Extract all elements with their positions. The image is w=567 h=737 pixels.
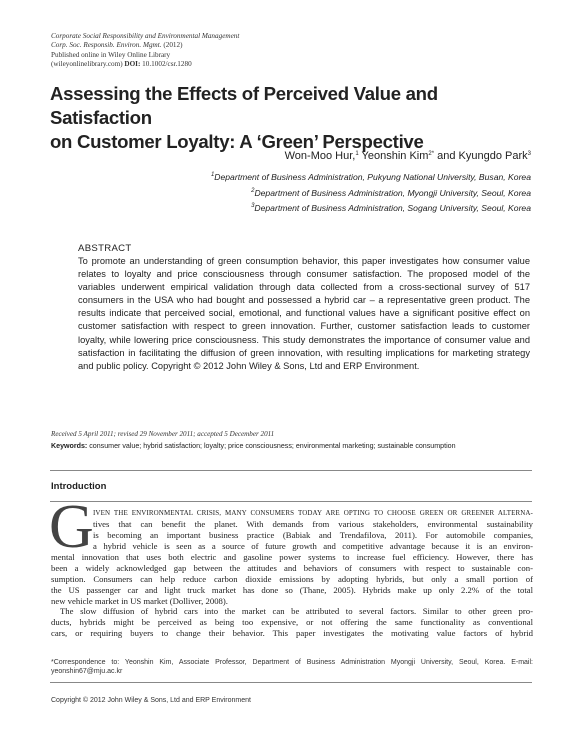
divider-section — [50, 501, 532, 502]
intro-line: new vehicle market in US market (Dolliver, 2008). — [51, 595, 228, 606]
affiliation-3 — [211, 201, 531, 217]
intro-line: the US passenger car and light truck market has done so (Thane, 2005). Hybrids make up only 2.2% of the total — [51, 584, 533, 595]
affiliation-1-text: Department of Business Administration, Pukyung National University, Busan, Korea — [214, 172, 531, 182]
divider-bottom — [50, 682, 532, 683]
section-heading: Introduction — [51, 481, 107, 492]
keywords-text: consumer value; hybrid satisfaction; loyalty; price consciousness; environmental marketing; sustainable consumption — [87, 442, 456, 450]
keywords-label: Keywords: — [51, 442, 88, 450]
affiliation-1-sup: 1 — [210, 172, 215, 178]
intro-line: The slow diffusion of hybrid cars into the market can be attributed to several factors. Similar to other green pro- — [60, 606, 533, 617]
author-3: and Kyungdo Park — [434, 150, 528, 162]
journal-citation — [51, 41, 239, 50]
abstract-heading: ABSTRACT — [78, 243, 132, 254]
doi-label: DOI: — [124, 60, 141, 69]
drop-cap: G — [49, 493, 94, 561]
journal-doi — [51, 60, 239, 69]
intro-line: been a widely acknowledged gap between the attitudes and behaviors of consumers with respect to sustainable con- — [51, 562, 533, 573]
correspondence-footnote: *Correspondence to: Yeonshin Kim, Associate Professor, Department of Business Administration Myongji University, Seoul, Korea. E-mail: yeonshin67@mju.ac.kr — [51, 659, 533, 676]
abstract — [78, 242, 530, 373]
article-title-line-2: on Customer Loyalty: A ‘Green’ Perspective — [50, 131, 424, 152]
affiliation-3-sup: 3 — [251, 203, 255, 210]
article-title-line-1: Assessing the Effects of Perceived Value and Satisfaction — [50, 83, 438, 128]
intro-line: ducts, hybrids might be perceived as being too expensive, or not offering the same functionality as conventional — [51, 617, 533, 628]
intro-line: mental innovation that uses both electric and gasoline power systems to increase fuel efficiency. However, there has — [51, 551, 533, 562]
intro-line: sumption. Consumers can help reduce carbon dioxide emissions by adopting hybrids, but only a small portion of — [51, 573, 533, 584]
author-2: Yeonshin Kim — [358, 150, 429, 162]
copyright-notice: Copyright © 2012 John Wiley & Sons, Ltd and ERP Environment — [51, 697, 251, 704]
affiliation-1 — [211, 170, 531, 186]
author-1: Won-Moo Hur, — [284, 150, 356, 162]
author-2-sup: 2* — [428, 151, 435, 157]
author-3-sup: 3 — [527, 151, 531, 157]
intro-line: is becoming an important business practice (Babiak and Trendafilova, 2011). For automobile companies, — [93, 529, 533, 540]
journal-header — [51, 32, 239, 70]
affiliation-2-sup: 2 — [251, 187, 255, 194]
received-dates: Received 5 April 2011; revised 29 November 2011; accepted 5 December 2011 — [51, 430, 275, 438]
journal-name: Corporate Social Responsibility and Environmental Management — [51, 32, 240, 40]
affiliation-3-text: Department of Business Administration, Sogang University, Seoul, Korea — [254, 203, 531, 214]
affiliation-2-text: Department of Business Administration, Myongji University, Seoul, Korea — [254, 187, 531, 198]
affiliation-2 — [211, 186, 531, 202]
intro-body — [51, 508, 533, 639]
intro-line: a hybrid vehicle is seen as a source of future growth and competitive advantage because it is an environ- — [93, 540, 533, 551]
journal-abbrev: Corp. Soc. Responsib. Environ. Mgmt. — [51, 41, 162, 50]
journal-published: Published online in Wiley Online Library — [51, 50, 171, 59]
journal-website: (wileyonlinelibrary.com) — [51, 60, 125, 69]
intro-line: IVEN THE ENVIRONMENTAL CRISIS, MANY CONSUMERS TODAY ARE OPTING TO CHOOSE GREEN OR GREENER ALTERNA- — [93, 509, 533, 517]
doi-value: 10.1002/csr.1280 — [140, 60, 192, 69]
intro-line: tives that can benefit the planet. With demands from various stakeholders, environmental sustainability — [93, 518, 533, 529]
affiliations — [211, 170, 531, 217]
author-list — [285, 150, 531, 162]
author-1-sup: 1 — [355, 151, 359, 157]
divider-top — [50, 470, 532, 471]
abstract-body: To promote an understanding of green consumption behavior, this paper investigates how consumer value relates to loyalty and price consciousness through consumer satisfaction. The proposed model of the variables underwent empirical validation through data collected from a cross-sectional survey of 517 consumers in the USA who had bought and possessed a hybrid car – a representative green product. The results indicate that perceived social, emotional, and functional values have a significant positive effect on customer satisfaction with respect to green innovation. Further, customer satisfaction leads to customer loyalty, while lowering price consciousness. This study demonstrates the importance of consumer value and satisfaction in facilitating the diffusion of green innovation, with resulting implications for marketing strategy and public policy. Copyright © 2012 John Wiley & Sons, Ltd and ERP Environment. — [78, 256, 530, 371]
intro-line: cars, or requiring buyers to change their behavior. This paper investigates the motivating value factors of hybrid — [51, 628, 533, 639]
journal-year: (2012) — [161, 41, 183, 50]
keywords — [51, 442, 531, 450]
article-title — [50, 82, 530, 154]
